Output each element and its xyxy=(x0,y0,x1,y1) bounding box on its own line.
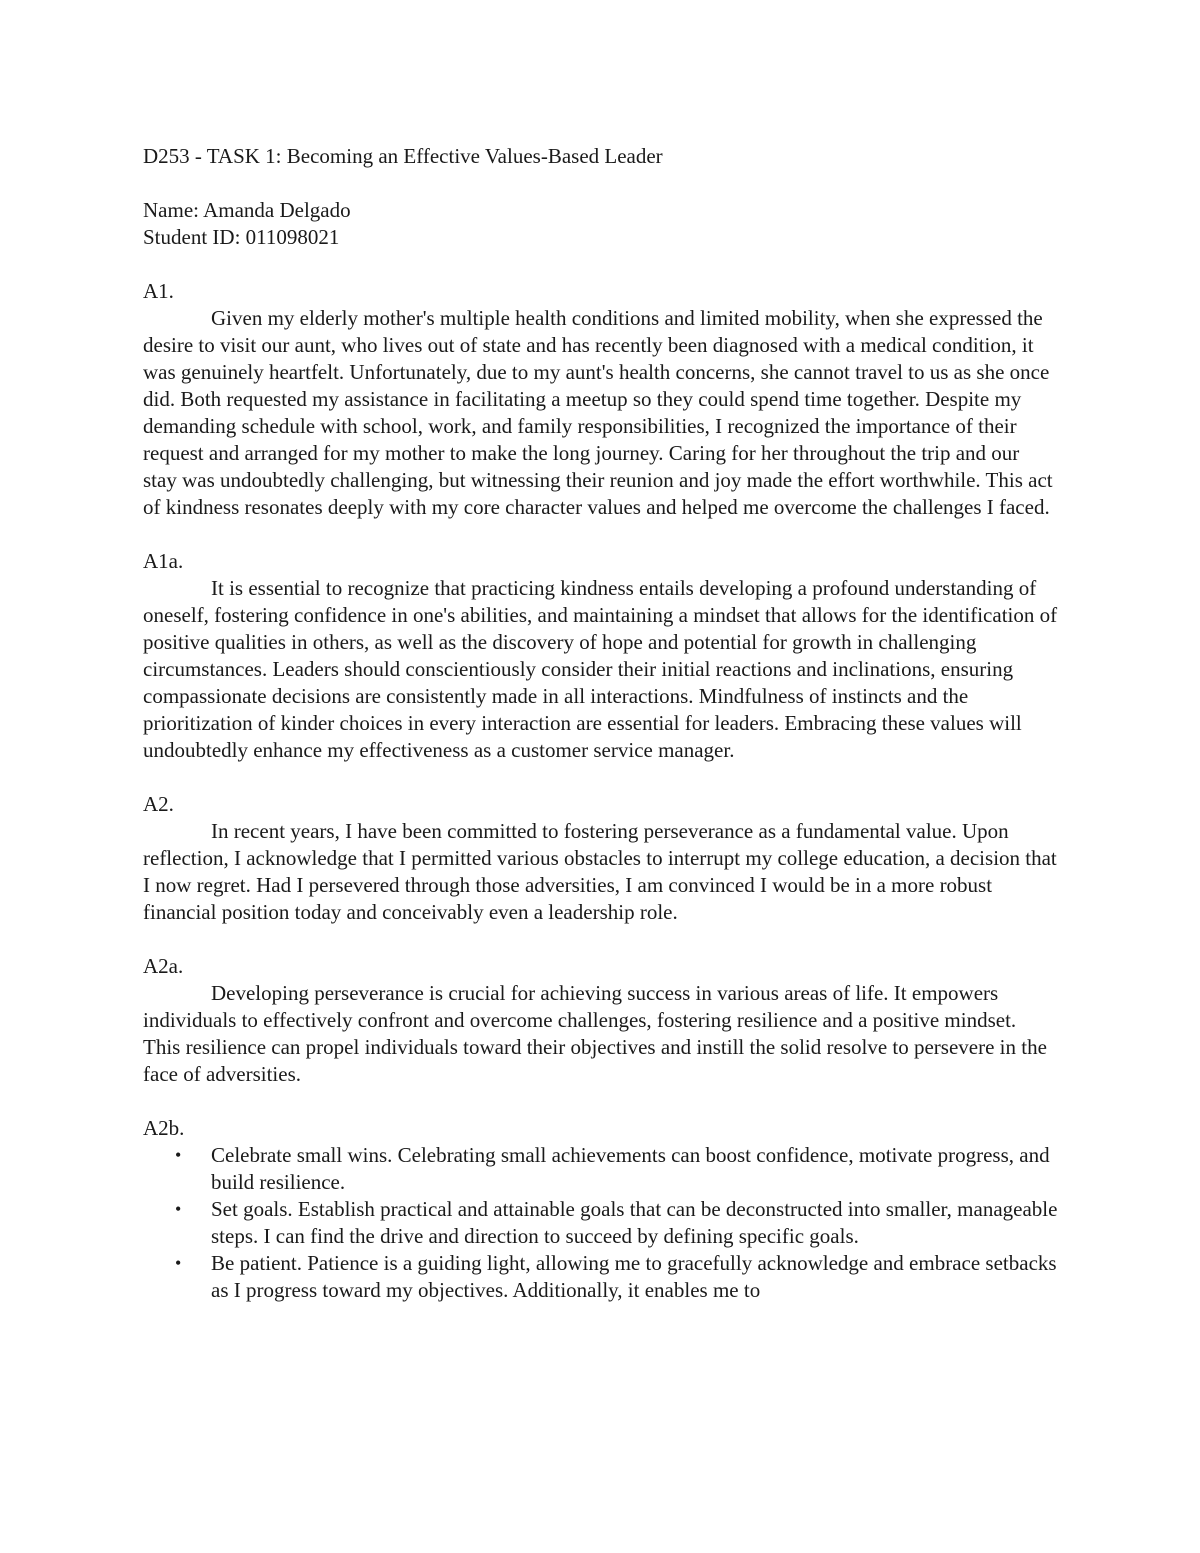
student-id: Student ID: 011098021 xyxy=(143,225,340,249)
bullet-list-a2b xyxy=(143,1142,1063,1304)
list-item xyxy=(143,1250,1061,1304)
spacer xyxy=(143,251,1063,278)
section-heading-a1: A1. xyxy=(143,279,174,303)
bullet-icon: • xyxy=(175,1145,182,1165)
document-content xyxy=(143,143,1063,1304)
section-heading-a2: A2. xyxy=(143,792,174,816)
list-item xyxy=(143,1142,1061,1196)
section-body-a1a: It is essential to recognize that practicing kindness entails developing a profound understanding of oneself, fostering confidence in one's abilities, and maintaining a mindset that allows for the identification of positive qualities in others, as well as the discovery of hope and potential for growth in challenging circumstances. Leaders should conscientiously consider their initial reactions and inclinations, ensuring compassionate decisions are consistently made in all interactions. Mindfulness of instincts and the prioritization of kinder choices in every interaction are essential for leaders. Embracing these values will undoubtedly enhance my effectiveness as a customer service manager. xyxy=(143,576,1058,762)
section-body-a2: In recent years, I have been committed to fostering perseverance as a fundamental value. Upon reflection, I acknowledge that I permitted various obstacles to interrupt my college education, a decision that I now regret. Had I persevered through those adversities, I am convinced I would be in a more robust financial position today and conceivably even a leadership role. xyxy=(143,819,1057,924)
list-item-text: Set goals. Establish practical and attainable goals that can be deconstructed into smaller, manageable steps. I can find the drive and direction to succeed by defining specific goals. xyxy=(211,1197,1058,1248)
section-body-a1: Given my elderly mother's multiple health conditions and limited mobility, when she expressed the desire to visit our aunt, who lives out of state and has recently been diagnosed with a medical condition, it was genuinely heartfelt. Unfortunately, due to my aunt's health concerns, she cannot travel to us as she once did. Both requested my assistance in facilitating a meetup so they could spend time together. Despite my demanding schedule with school, work, and family responsibilities, I recognized the importance of their request and arranged for my mother to make the long journey. Caring for her throughout the trip and our stay was undoubtedly challenging, but witnessing their reunion and joy made the effort worthwhile. This act of kindness resonates deeply with my core character values and helped me overcome the challenges I faced. xyxy=(143,306,1053,519)
bullet-icon: • xyxy=(175,1199,182,1219)
bullet-icon: • xyxy=(175,1253,182,1273)
section-body-a2a: Developing perseverance is crucial for achieving success in various areas of life. It empowers individuals to effectively confront and overcome challenges, fostering resilience and a positive mindset. This resilience can propel individuals toward their objectives and instill the solid resolve to persevere in the face of adversities. xyxy=(143,981,1047,1086)
section-heading-a1a: A1a. xyxy=(143,549,184,573)
section-heading-a2a: A2a. xyxy=(143,954,184,978)
list-item xyxy=(143,1196,1061,1250)
list-item-text: Be patient. Patience is a guiding light, allowing me to gracefully acknowledge and embrace setbacks as I progress toward my objectives. Additionally, it enables me to xyxy=(211,1251,1057,1302)
document-title: D253 - TASK 1: Becoming an Effective Values-Based Leader xyxy=(143,144,663,168)
section-heading-a2b: A2b. xyxy=(143,1116,185,1140)
student-name: Name: Amanda Delgado xyxy=(143,198,351,222)
list-item-text: Celebrate small wins. Celebrating small achievements can boost confidence, motivate progress, and build resilience. xyxy=(211,1143,1050,1194)
